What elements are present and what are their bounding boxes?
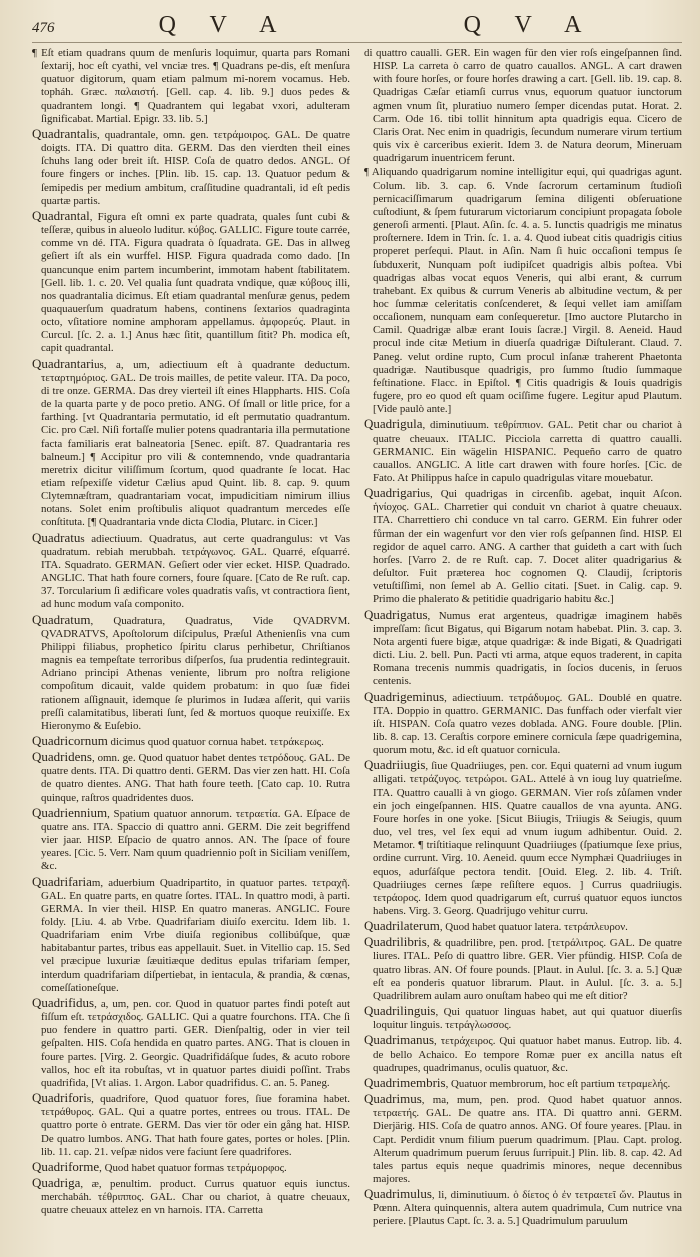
dictionary-entry bbox=[364, 417, 682, 485]
dictionary-entry bbox=[32, 1160, 350, 1175]
entry-text: , adiectiuum. τετράδυμος. GAL. Doublé en quatre. ITA. Doppio in quattro. GERMANIC. Das funffach oder vierfalt vier iſt. HISPAN. Coſa quatro vezes doblada. ANG. Foure double. [Plin. lib. 8. cap. 13. Ceraſtis corpore eminere cornicula ſæpe quadrigemina, quorum motu, &c. id eſt quatuor cornicula. bbox=[373, 691, 682, 757]
dictionary-entry bbox=[32, 996, 350, 1090]
entry-text: , Spatium quatuor annorum. τετραετία. GA. Eſpace de quatre ans. ITA. Spaccio di quattro anni. GERM. Die zeit begriffend vier jaar. HISP. Eſpacio de quatro annos. AN. The ſpace of foure yeares. [Cic. 5. Verr. Nam quum quadriennio poſt in Siciliam veniſſem, &c. bbox=[41, 807, 350, 873]
entry-text: , Quod habet quatuor formas τετράμορφος. bbox=[99, 1161, 287, 1174]
dictionary-entry bbox=[364, 1076, 682, 1091]
entry-text: , a, um, pen. cor. Quod in quatuor partes findi poteſt aut fiſſum eſt. τετράσχιδος. GALLIC. Qui a quatre fourchons. ITA. Che ſi puo fendere in quattro parti. GER. Dienſpaltig, oder in vier teil geſpalten. HIS. Coſa hendida en quatro partes. ANG. That is clouen in foure partes. [Virg. 2. Georgic. Quadrifidáſque ſudes, & acuto robore vallos, hoc eſt ita robuſtas, vt in quatuor partes diuidi poſſint. Trabs quadrifida, [Vt alias. 1. Argon. Labor quadrifidus. C. an. 5. Paneg. bbox=[41, 997, 350, 1089]
dictionary-entry bbox=[32, 806, 350, 874]
entry-text: s adiectiuum. Quadratus, aut certe quadrangulus: vt Vas quadratum. rebiah merubbah. τετράγωνος. GAL. Quarré, eſquarré. ITA. Squadrato. GERMAN. Geſiert oder vier ecket. HISP. Quadrado. ANGLIC. That hath foure corners, foure ſquare. [Cato de Re ruſt. cap. 37. Torcularium ſi ædificare voles quadratis vaſis, vt contractiora ſient, ad hunc modum vaſa componito. bbox=[41, 532, 350, 611]
entry-text: , Quadratura, Quadratus, Vide QVADRVM. QVADRATVS, Apoſtolorum diſcipulus, Præſul Athenienſis vna cum Philippi filiabus, prophetico ſpiritu clarus perhibetur, Chriſtianos magnis ea tempeſtate terroribus diſperſos, ſua prudentia redintegrauit. Adriano principi Athenas veniente, librum pro noſtra religione compoſitum dicauit, valde quidem probatum: in quo ſuæ fidei rationem aſſignauit, idemque ſe plurimos in Iudæa aſſerit, qui variis preſſi calamitatibus, liberati ſunt, ſed & mortuos quoque reuixiſſe. Ex Hieronymo & Euſebio. bbox=[41, 614, 350, 732]
entry-headword: Quadriforme bbox=[32, 1158, 100, 1174]
dictionary-entry bbox=[364, 690, 682, 758]
entry-headword: Quadriennium bbox=[32, 804, 108, 820]
right-column bbox=[364, 47, 682, 1252]
entry-text: , τετράχειρος. Qui quatuor habet manus. Eutrop. lib. 4. de bello Achaico. Eo tempore Romæ puer ex ancilla natus eſt quadrupes, quadrimanus, oculis quatuor, &c. bbox=[373, 1035, 682, 1074]
entry-headword: Quadrimanus bbox=[364, 1032, 435, 1048]
dictionary-entry bbox=[32, 209, 350, 356]
entry-text: , æ, penultim. product. Currus quatuor equis iunctus. merchabáh. τέθριππος. GAL. Char ou chariot, à quatre cheuaux, quatre cheuaux attelez en vn harnois. ITA. Carretta bbox=[41, 1177, 350, 1217]
entry-text: us, Qui quadrigas in circenſib. agebat, inquit Aſcon. ἡνίοχος. GAL. Charretier qui conduit vn chariot à quatre cheuaux. ITA. Charrettiero chi conduce vn tal carro. GERM. Ein fuhrer oder fůrman der ein wagenfurt vor den vier roſs geſpannen ſind. HISP. El regidor de aquel carro. ANG. A carther that guideth a cart with ſuch horſes. [Varro 2. de re Ruſt. cap. 7. Docet aliter quadrigarius & deſultor. Fuit præterea hoc cognomen Q. Claudij, ſcriptoris vetuſtiſſimi, non ſemel ab A. Gellio citati. [Suet. in Calig. cap. 9. Primo die phalerato & petitidie quadrigario habitu &c.] bbox=[373, 488, 682, 606]
entry-text: ¶ Eſt etiam quadrans quum de menſuris loquimur, quarta pars Romani ſextarij, hoc eſt cyathi, vel vnciæ tres. ¶ Quadrans pe-dis, eſt menſura quatuor digitorum, quam etiam palmum mi-norem vocamus. Heb. topháh. Græc. παλαιστή. [Gell. cap. 4. lib. 9.] duos pedes & quadrantem longi. ¶ Quadrantem qui legabat vxori, adulteram ſignificabat. Martial. Epigr. 33. lib. 5.] bbox=[32, 47, 350, 125]
entry-headword: Quadrigula bbox=[364, 416, 423, 432]
entry-headword: Quadridens bbox=[32, 749, 92, 765]
entry-text: , li, diminutiuum. ὁ δίετος ὁ ἐν τετραετεῖ ὤν. Plautus in Pœnn. Altera quinquennis, altera autem quadrimula, Cum nutrice vna periere. [Plautus Capt. ſc. 3. a. 5.] Quadrimulum paruulum bbox=[373, 1189, 682, 1228]
dictionary-entry bbox=[32, 1091, 350, 1159]
dictionary-entry bbox=[364, 1092, 682, 1186]
dictionary-entry bbox=[32, 1176, 350, 1217]
entry-headword: Quadrifori bbox=[32, 1090, 87, 1106]
dictionary-entry bbox=[364, 935, 682, 1003]
dictionary-entry bbox=[364, 166, 682, 416]
entry-text: , ma, mum, pen. prod. Quod habet quatuor annos. τετραετής. GAL. De quatre ans. ITA. Di quattro anni. GERM. Dierjärig. HIS. Coſa de quatro annos. ANG. Of foure yeares. [Plau. in Capt. Perdidit vnum filium puerum quadrimum. [Plau. Capt. prolog. Alterum quadrimum puerum ſeruus ſurripuit.] Plin. lib. 8. cap. 42. Ad tales partus equis neque quadrimis minores, neque decennibus majores. bbox=[373, 1094, 682, 1185]
text-columns bbox=[32, 47, 682, 1252]
dictionary-entry bbox=[32, 47, 350, 126]
entry-headword: Quadrimus bbox=[364, 1091, 422, 1107]
entry-headword: Quadrilibris bbox=[364, 934, 427, 950]
entry-text: , omn. ge. Quod quatuor habet dentes τετρόδους. GAL. De quatre dents. ITA. Di quattro denti. GERM. Das vier zen hatt. HI. Coſa de quatro dientes. ANG. That hath foure teeth. [Cato cap. 10. Rutra quinque, raſtros quadridentes duos. bbox=[41, 752, 350, 804]
running-head-right: Q V A bbox=[463, 12, 596, 38]
dictionary-entry bbox=[364, 758, 682, 918]
entry-headword: Quadrigatus bbox=[364, 606, 428, 622]
dictionary-entry bbox=[364, 486, 682, 606]
entry-headword: Quadrantari bbox=[32, 355, 95, 371]
entry-text: m, aduerbium Quadripartito, in quatuor partes. τετραχῆ. GAL. En quatre parts, en quatre ſortes. ITAL. In quattro modi, à parti. GERMA. In vier theil. HISP. En quatro maneras. ANGLIC. Foure foldy. [Liu. 4. ab Vrbe. Quadrifariam diuiſo exercitu. Idem lib. 1. Quadrifariam enim Vrbe diuiſa regionibus collibúſque, quæ habitabantur partes, tribus eas appellauit. Suet. in Vitellio cap. 15. Sed vel præcipue luxuriæ ſæuitiæque deditus epulas trifariam ſemper, interdum quadrifariam diſpertiebat, in ientacula, & prandia, & cœnas, comeſſationeſque. bbox=[41, 876, 350, 994]
entry-text: , Quod habet quatuor latera. τετράπλευρον. bbox=[439, 921, 628, 934]
dictionary-entry bbox=[364, 1187, 682, 1228]
entry-headword: Quadrilinguis bbox=[364, 1003, 436, 1019]
dictionary-entry bbox=[364, 919, 682, 934]
entry-text: , Qui quatuor linguas habet, aut qui quatuor diuerſis loquitur linguis. τετράγλωσσος. bbox=[373, 1006, 682, 1032]
dictionary-entry bbox=[364, 1033, 682, 1074]
dictionary-entry bbox=[32, 875, 350, 995]
entry-text: , Numus erat argenteus, quadrigæ imaginem habēs impreſſam: ſicut Bigatus, qui Bigarum notam habebat. Plin. 3. cap. 3. Nota argenti fuere bigæ, atque quadrigæ: & inde Bigati, & Quadrigati dicti. Liu. 2. bell. Pun. Pacti vti arma, atque equos traderent, in capita Romana trecenis nummis quadrigatis, in ſocios ducenis, in ſeruos centenis. bbox=[373, 609, 682, 688]
dictionary-entry bbox=[32, 357, 350, 530]
entry-headword: Quadricornum bbox=[32, 732, 108, 748]
dictionary-entry bbox=[32, 127, 350, 208]
entry-headword: Quadrigari bbox=[364, 485, 421, 501]
entry-text: dicimus quod quatuor cornua habet. τετράκερως. bbox=[107, 735, 324, 748]
page-header bbox=[32, 12, 682, 43]
entry-text: is, quadrantale, omn. gen. τετράμοιρος. GAL. De quatre doigts. ITA. Di quattro dita. GERM. Das den vierdten theil eines ſchuhs lang oder breit iſt. HISP. Coſa de quatro dedos. ANGL. Of foure fingers or inches. [Plin. lib. 15. cap. 13. Quatuor pedum & ſemipedis per medium ambitum, craſſitudine quadrantali, id eſt pedis quartæ partis. bbox=[41, 128, 350, 207]
entry-text: , Figura eſt omni ex parte quadrata, quales ſunt cubi & teſſeræ, quibus in alueolo luditur. κύβος. GALLIC. Figure toute carrée, comme vn dé. ITA. Figura quadrata ò ſquadrata. GE. Das in allweg geſiert iſt als ein wurffel. HISP. Figura quadrada como dado. [In quancunque enim partem incumberint, immotam habent ſtabilitatem. [Gell. lib. 1. c. 20. Vel qualia ſunt quadrata vndique, quæ κύβους illi, nos quadrantalia dicimus. Eſt etiam quadrantal menſuræ genus, pedem quaquauerſum quadratum habens, continens ſextarios quadraginta octo, vſitatiore nomine amphoram appellamus. ἀμφορεύς. Plaut. in Curcul. [ſc. 2. a. 1.] Anus hæc ſitit, quantillum ſitit? Ph. modica eſt, capit quadrantal. bbox=[41, 210, 350, 355]
entry-text: , ſiue Quadriiuges, pen. cor. Equi quaterni ad vnum iugum alligati. τετράζυγος. τετρώροι. GAL. Attelé à vn ioug luy quatrieſme. ITA. Quattro caualli à vn giogo. GERMAN. Vier roſs zůſamen vnder ein joch eingeſpannen. HIS. Quatre cauallos de vna ayunta. ANG. Foure horſes in one yoke. [Sicut Biiugis, Triiugis & Seiugis, quum duo, vel tres, vel ſex equi ad vnum iugum adhibentur. Ouid. 2. Metamor. ¶ triſtitiaque relinquunt Quadriiuges (ſpatiumque ſexe prius, ordine currunt. Virg. 10. Aeneid. quum ecce Nymphæi Quadriiuges in equos, adurſáſque pectora tendit. [Ouid. Eleg. 2. lib. 4. Triſt. Quadriiuges cernes ſæpe reſiſtere equos. ] Currus quadriiugis. τετράορος. Idem quod quadrigarum eſt, curruś quatuor equos iunctos habens. Virg. 3. Georg. Quadrijugo vehitur curru. bbox=[373, 760, 682, 917]
entry-text: di quattro caualli. GER. Ein wagen für den vier roſs eingeſpannen ſind. HISP. La carreta ò carro de quatro cauallos. ANGL. A cart drawen with foure horſes, or foure horſes drawing a cart. [Gell. lib. 19. cap. 8. Quadrigas Cæſar etiamſi currus vnus, equorum quatuor iunctorum agmen vnum ſit, pluratiuo numero ſemper dicendas putat. Horat. 2. Carm. Ode 16. tibi tollit hinnitum apta quadrigis equa. Cicero de Claris Orat. Nec enim in quadrigis, ſecundum numerare virum tertium quis vix è carceribus exierit. Idem 3. de Natura deorum, Mineruam quadrigarum inuentricem ferunt. bbox=[364, 47, 682, 165]
entry-headword: Quadriiugis bbox=[364, 757, 426, 773]
entry-text: ¶ Aliquando quadrigarum nomine intelligitur equi, qui quadrigas agunt. Colum. lib. 3. cap. 6. Vnde ſacrorum certaminum ſtudioſi pernicaciſſimarum quadrigarum ſemina diligenti obſeruatione cuſtodiunt, & ſpem futurarum victoriarum concipiunt propagata ſobole generoſi armenti. [Plaut. Aſin. ſc. 4. a. 5. Iunctis quadrigis me minatus proſternere. Idem in Trin. ſc. 1. a. 4. Quod iubeat citis quadrigis citius properet perſequi. Plaut. in Aſin. Nam ſi huic occaſioni tempus ſe ſubduxerit, Nunquam poſt iudipiſcet quadrigis albis poſtea. Vbi quadrigas albas vocat equos Veneris, qui albi erant, & currum trahebant. Ex quibus & currum Veneris ab albitudine vectum, & per hoc ſummæ celeritatis conſcenderet, & ſequi vellet iam amiſſam occaſionem, nunquam eam conſequeretur. [Imo auctore Plutarcho in Camil. Quadrigæ albæ erant Iouis ſacræ.] Virgil. 8. Aeneid. Haud procul inde citæ Metium in diuerſa quadrigæ Diſtulerant. Claud. 7. Paneg. velut ordine rupto, Cum procul inſanæ traherent Phaetonta quadrigæ. Nautibusque quadrigis, pro ſummo ſtudio ſummaque feſtinatione. Flacc. in Epiſtol. ¶ Citis quadrigis & Iouis quadrigis fugere, pro eo quod eſt quam ociſſime fugere. Legitur apud Plautum. [Vide paulò ante.] bbox=[364, 166, 682, 416]
page-number: 476 bbox=[32, 20, 55, 36]
entry-text: , Quatuor membrorum, hoc eſt partium τετραμελής. bbox=[445, 1077, 671, 1090]
dictionary-entry bbox=[32, 531, 350, 612]
entry-headword: Quadrifaria bbox=[32, 873, 92, 889]
entry-text: , diminutiuum. τεθρίππιον. GAL. Petit char ou chariot à quatre cheuaux. ITALIC. Picciola carretta di quattro caualli. GERMANIC. Ein wägelin HISPANIC. Pequeño carro de quatro cauallos. ANGLIC. A litle cart drawen with foure horſes. [Cic. de Fato. At Philippus haſce in capulo quadrigulas vitare mouebatur. bbox=[373, 419, 682, 484]
dictionary-entry bbox=[364, 1004, 682, 1032]
entry-headword: Quadrantal bbox=[32, 125, 90, 141]
entry-headword: Quadrigeminus bbox=[364, 688, 445, 704]
entry-headword: Quadriga bbox=[32, 1174, 81, 1190]
left-column bbox=[32, 47, 350, 1252]
running-head-left: Q V A bbox=[158, 12, 291, 38]
entry-headword: Quadrimulus bbox=[364, 1186, 432, 1202]
entry-headword: Quadrilaterum bbox=[364, 918, 440, 934]
entry-text: us, a, um, adiectiuum eſt à quadrante deductum. τεταρτημόριος. GAL. De trois mailles, de petite valeur. ITA. Da poco, di tre onze. GERMA. Das drey vierteil iſt eines Hlappharts. HIS. Coſa de la quarta parte y de poco pretio. ANG. Of ſmall or litle price, for a farthing. [vt Quadrantaria permutatio, id eſt permutatio quadrantum. Cic. pro Cæl. Niſi fortaſſe mulier potens quadrantaria illa permutatione facta familiaris erat balneatoria [Senec. epiſt. 87. Quadrantaria res balneum.] ¶ Accipitur pro vili & contemnendo, vnde quadrantaria meretrix dicitur viliſſimum ſcortum, quod quadrante ſe locat. Hac etiam reſpexiſſe videtur Cælius apud Quint. lib. 8. cap. 9. quum Clytemnæſtram, quadrantariam vocat, impudicitiam nimirum illius notans. Solet enim proſtibulis aliquot quadrantum mercedes eſſe conſtituta. [¶ Quadrantaria vnde dicta Clodia, Plutarc. in Cicer.] bbox=[41, 358, 350, 529]
entry-headword: Quadratu bbox=[32, 529, 81, 545]
dictionary-entry bbox=[32, 750, 350, 805]
entry-headword: Quadrifidus bbox=[32, 994, 95, 1010]
dictionary-entry bbox=[32, 613, 350, 733]
dictionary-entry bbox=[364, 608, 682, 689]
entry-text: s, quadrifore, Quod quatuor fores, ſiue foramina habet. τετράθυρος. GAL. Qui a quatre portes, entrees ou trous. ITAL. De quattro porte ò entrate. GERM. Das vier tör oder ein gång hat. HISP. De quatro lumbos. ANG. That hath foure gates, portes or holes. [Plin. lib. 11. cap. 21. veſpæ nidos vere faciunt ſere quadrifores. bbox=[41, 1093, 350, 1158]
entry-headword: Quadrantal bbox=[32, 207, 90, 223]
entry-headword: Quadrimembris bbox=[364, 1074, 446, 1090]
dictionary-entry bbox=[32, 734, 350, 749]
dictionary-entry bbox=[364, 47, 682, 165]
entry-text: , & quadrilibre, pen. prod. [τετράλιτρος. GAL. De quatre liures. ITAL. Peſo di quattro libre. GER. Vier pfündig. HISP. Coſa de quatro libras. AN. Of foure pounds. [Plaut. in Aulul. [ſc. 3. a. 5.] Quæ eſt ea ponderis quatuor librarum. Plaut. in Aulul. [ſc. 3. a. 5.] Quadrilibrem aulam auro onuſtam habeo qui me eſt ditior? bbox=[373, 937, 682, 1002]
entry-headword: Quadratum bbox=[32, 611, 91, 627]
